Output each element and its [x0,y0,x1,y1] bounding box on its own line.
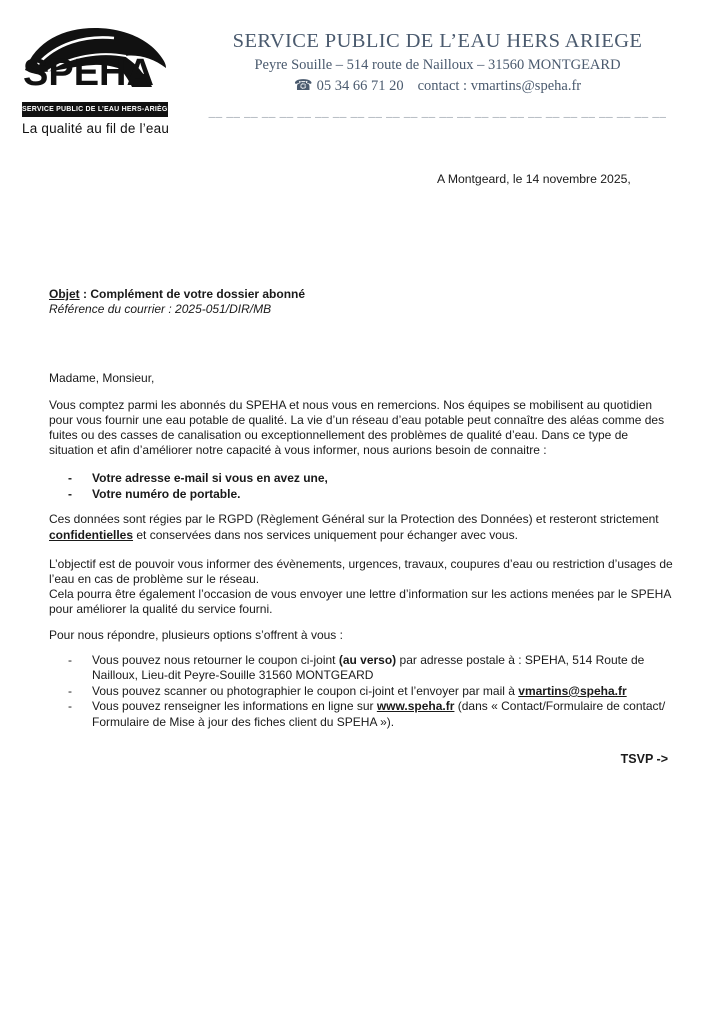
org-block [185,30,690,120]
reference-line: Référence du courrier : 2025-051/DIR/MB [49,302,272,317]
email-link: vmartins@speha.fr [518,683,627,698]
requested-info-list [49,471,676,502]
option-postal [68,653,676,684]
website-link: www.speha.fr [376,699,455,714]
org-contact-email: contact : vmartins@speha.fr [417,78,582,94]
options-list [49,653,676,731]
logo-acronym: SPEHA [23,52,154,94]
objective-paragraph [49,557,676,618]
text-run: L’objectif est de pouvoir vous informer des évènements, urgences, travaux, coupures d’eau ou restriction d’usages de l’eau en cas de problème sur le réseau. [49,556,673,587]
tsvp-note: TSVP -> [620,752,668,767]
text-run: Vous pouvez renseigner les informations en ligne sur [92,699,377,714]
rgpd-paragraph [49,512,676,542]
date-line: A Montgeard, le 14 novembre 2025, [437,172,631,186]
list-item [68,471,676,487]
text-run: et conservées dans nos services uniquement pour échanger avec vous. [133,527,518,542]
org-contact-line [185,76,690,95]
option-email [68,684,676,700]
subject-line [49,287,676,302]
logo-tagline: La qualité au fil de l’eau [22,121,170,136]
dash-bullet: - [68,652,72,667]
speha-logo [22,24,173,142]
list-item-text: Votre adresse e-mail si vous en avez une, [92,471,328,486]
text-run: par adresse postale à : SPEHA, 514 Route de Nailloux, Lieu-dit Peyre-Souille 31560 MONTGEARD [92,652,645,683]
text-run: Ces données sont régies par le RGPD (Règlement Général sur la Protection des Données) et resteront strictement [49,512,659,527]
dash-bullet: - [68,699,72,714]
option-text [92,699,676,730]
org-title: SERVICE PUBLIC DE L’EAU HERS ARIEGE [232,30,643,52]
subject-label: Objet [49,287,80,301]
dash-bullet: - [68,486,72,501]
list-item-text: Votre numéro de portable. [92,486,241,501]
logo-banner: SERVICE PUBLIC DE L’EAU HERS-ARIÈGE [22,102,168,117]
letter-body [49,287,676,768]
intro-paragraph: Vous comptez parmi les abonnés du SPEHA et nous vous en remercions. Nos équipes se mobilisent au quotidien pour vous fournir une eau potable de qualité. La vie d’un réseau d’eau potable peut connaître des aléas comme des fuites ou des casses de canalisation ou exceptionnellement des problèmes de qualité d’eau. Dans ce type de situation et afin d’améliorer notre capacité à vous informer, nous aurions besoin de connaitre : [49,397,665,458]
phone-icon: ☎ [293,78,313,94]
text-run: Cela pourra être également l’occasion de vous envoyer une lettre d’information sur les actions menées par le SPEHA pour améliorer la qualité du service fourni. [49,587,671,617]
text-run: Vous pouvez scanner ou photographier le coupon ci-joint et l’envoyer par mail à [92,683,519,698]
option-online [68,699,676,730]
option-text [92,653,676,684]
confidentielles-emphasis: confidentielles [49,527,134,542]
subject-text: : Complément de votre dossier abonné [79,287,306,301]
list-item [68,487,676,503]
dash-bullet: - [68,683,72,698]
org-phone: 05 34 66 71 20 [316,78,404,94]
option-text [92,684,676,700]
text-run: Vous pouvez nous retourner le coupon ci-joint [92,652,339,667]
dash-bullet: - [68,471,72,486]
au-verso-emphasis: (au verso) [338,652,397,667]
header-separator: __ __ __ __ __ __ __ __ __ __ __ __ __ __ __ __ __ __ __ __ __ __ __ __ __ __ [208,104,667,119]
salutation: Madame, Monsieur, [49,371,155,386]
options-intro: Pour nous répondre, plusieurs options s’offrent à vous : [49,627,343,642]
text-run: (dans « Contact/Formulaire de contact/ Formulaire de Mise à jour des fiches client du SPEHA »). [92,699,666,729]
org-address: Peyre Souille – 514 route de Nailloux – 31560 MONTGEARD [254,57,621,73]
